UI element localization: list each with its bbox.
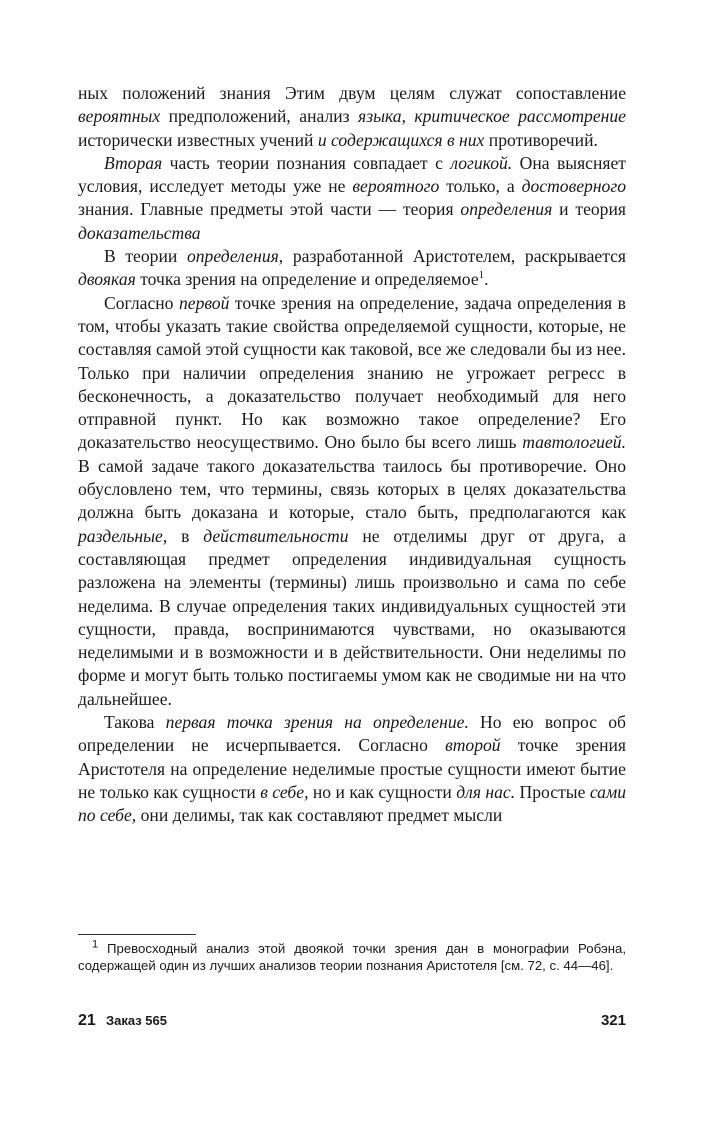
text-run: В самой задаче такого доказательства таилось бы противоречие. Оно обусловлено тем, что термины, связь которых в целях доказательства должна быть доказана и которые, стало быть, предполагаются как — [78, 455, 626, 523]
emphasis: достоверного — [521, 176, 626, 197]
page-number: 321 — [600, 1012, 626, 1029]
footnote-marker: 1 — [92, 938, 99, 951]
paragraph — [78, 711, 626, 827]
footnote — [78, 940, 626, 974]
footnote-ref: 1 — [478, 269, 485, 282]
text-run: исторически известных учений — [78, 129, 318, 150]
text-run: не отделимы друг от друга, а составляющая предмет определения индивидуальная сущность разложена на элементы (термины) лишь произвольно и сама по себе неделима. В случае определения таких индивидуальных сущностей эти сущности, правда, воспринимаются чувствами, но оказываются неделимыми и в возможности и в действительности. Они неделимы по форме и могут быть только постигаемы умом как не сводимые ни на что дальнейшее. — [78, 525, 626, 709]
text-run: предположений, анализ — [160, 106, 359, 127]
text-run: они делимы, так как составляют предмет мысли — [136, 805, 503, 826]
emphasis: тавтологией. — [522, 432, 626, 453]
text-run: часть теории познания совпадает с — [162, 152, 451, 173]
paragraph — [78, 82, 626, 152]
order-label: Заказ 565 — [105, 1013, 168, 1028]
emphasis: первой — [179, 292, 230, 313]
main-text — [78, 82, 626, 828]
text-run: точка зрения на определение и определяемое — [135, 269, 479, 290]
text-run: но и как сущности — [308, 781, 457, 802]
paragraph — [78, 152, 626, 245]
emphasis: определения — [460, 199, 553, 220]
emphasis: двоякая — [78, 269, 136, 290]
emphasis: первая точка зрения на определение. — [165, 712, 469, 733]
emphasis: в себе, — [260, 781, 309, 802]
emphasis: действительности — [203, 525, 349, 546]
paragraph — [78, 292, 626, 711]
emphasis: логикой. — [450, 152, 513, 173]
text-run: ных положений знания Этим двум целям служат сопоставление — [78, 83, 626, 103]
text-run: Такова — [104, 712, 166, 733]
emphasis: вероятного — [352, 176, 440, 197]
text-run: Но ею вопрос об определении не исчерпывается. Согласно — [78, 712, 626, 756]
emphasis: определения, — [186, 246, 284, 267]
emphasis: Вторая — [104, 152, 163, 173]
text-run: . — [484, 269, 489, 290]
printer-signature — [78, 1012, 167, 1030]
text-run: точке зрения на определение, задача определения в том, чтобы указать такие свойства определяемой сущности, которые, не составляя самой этой сущности как таковой, все же следовали бы из нее. Только при наличии определения знанию не угрожает регресс в бесконечность, а доказательство получает необходимый для него отправной пункт. Но как возможно такое определение? Его доказательство неосуществимо. Оно было бы всего лишь — [78, 292, 626, 453]
text-run: Простые — [515, 781, 590, 802]
text-run: в — [167, 525, 204, 546]
text-run: только, а — [439, 176, 522, 197]
footnote-text: Превосходный анализ этой двоякой точки зрения дан в монографии Робэна, содержащей один из лучших анализов теории познания Аристотеля [см. 72, с. 44—46]. — [78, 941, 626, 973]
text-run: Согласно — [104, 292, 179, 313]
emphasis: для нас. — [456, 781, 516, 802]
footnote-divider — [78, 934, 196, 935]
paragraph — [78, 245, 626, 292]
text-run: знания. Главные предметы этой части — теория — [78, 199, 461, 220]
text-run: В теории — [104, 246, 187, 267]
emphasis: доказательства — [78, 222, 201, 243]
emphasis: вероятных — [78, 106, 161, 127]
text-run: разработанной Аристотелем, раскрывается — [283, 246, 626, 267]
signature-number: 21 — [78, 1012, 96, 1029]
text-run: точке зрения Аристотеля на определение неделимые простые сущности имеют бытие не только как сущности — [78, 735, 626, 802]
text-run: и теория — [552, 199, 626, 220]
emphasis: раздельные, — [78, 525, 168, 546]
text-run: противоречий. — [484, 129, 598, 150]
emphasis: второй — [445, 735, 501, 756]
text-run: Она выясняет условия, исследует методы уже не — [78, 152, 626, 197]
emphasis: сами по себе, — [78, 781, 626, 826]
emphasis: языка, критическое рассмотрение — [358, 106, 626, 127]
emphasis: и содержащихся в них — [317, 129, 485, 150]
